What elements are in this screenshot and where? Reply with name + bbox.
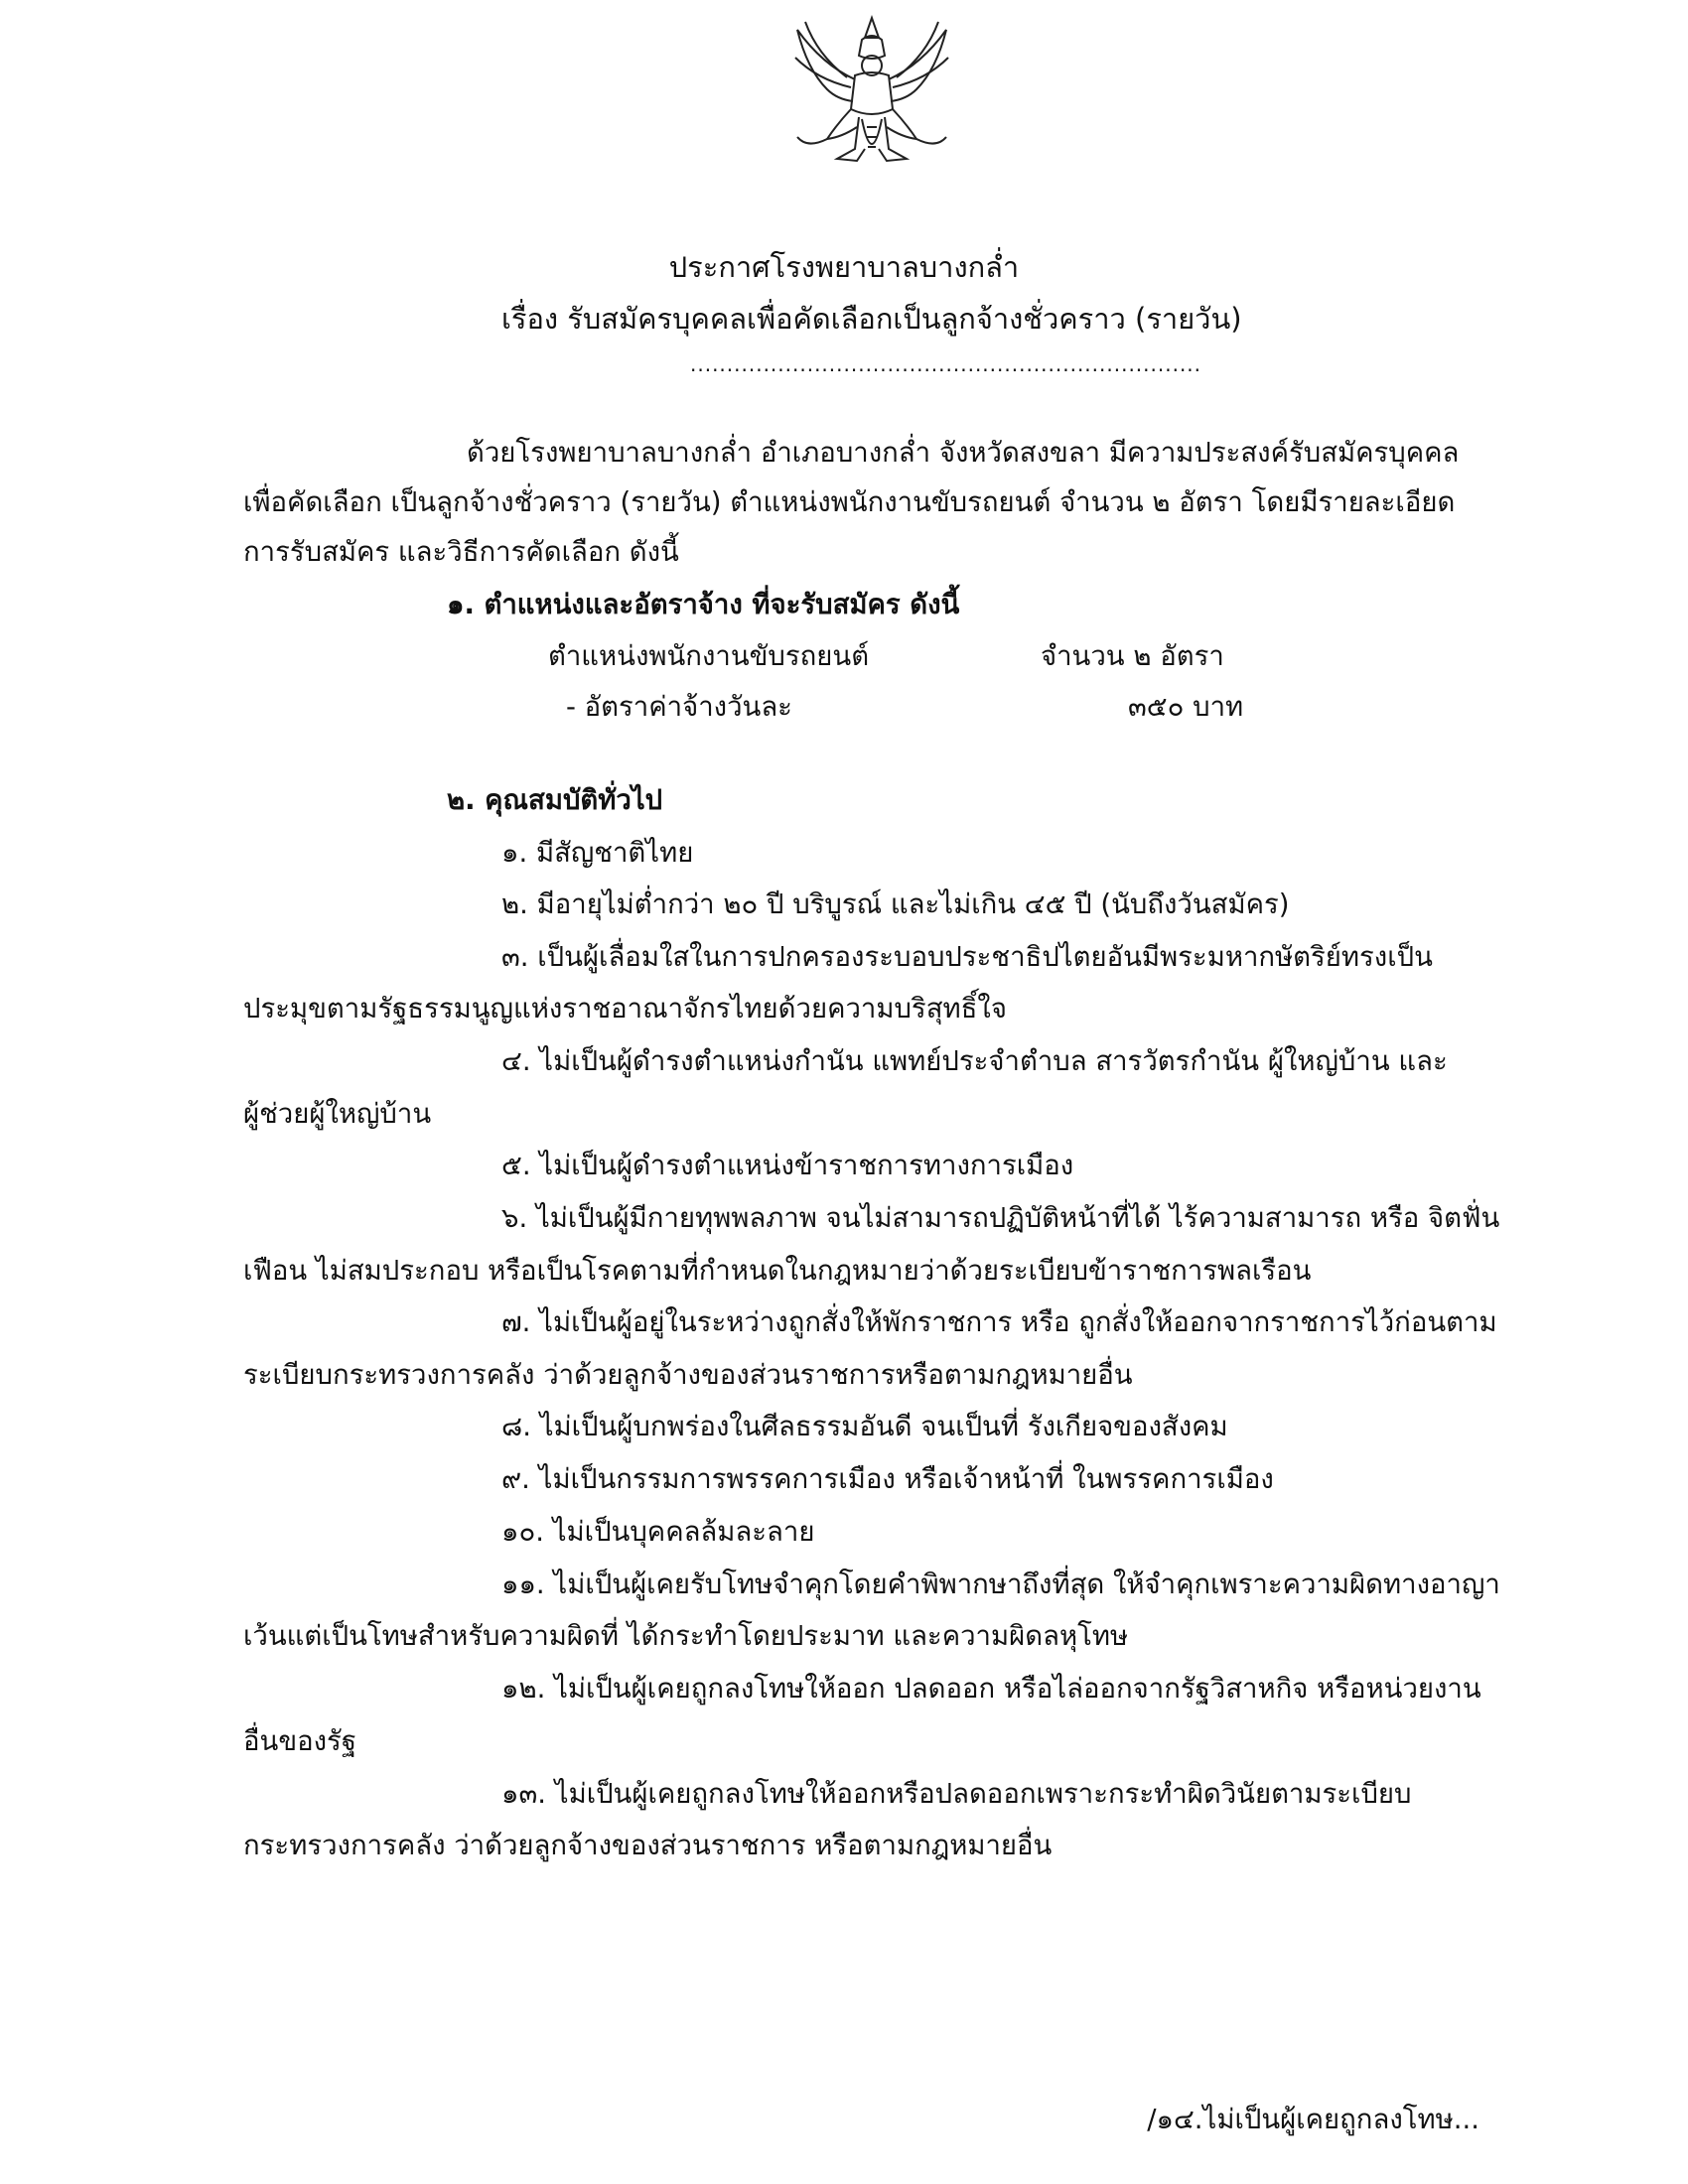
wage-label: - อัตราค่าจ้างวันละ — [566, 691, 792, 723]
list-item: ๒. มีอายุไม่ต่ำกว่า ๒๐ ปี บริบูรณ์ และไม่เกิน ๔๕ ปี (นับถึงวันสมัคร) — [501, 888, 1290, 920]
list-item: ๔. ไม่เป็นผู้ดำรงตำแหน่งกำนัน แพทย์ประจำตำบล สารวัตรกำนัน ผู้ใหญ่บ้าน และ — [501, 1045, 1448, 1077]
list-item: ๑๐. ไม่เป็นบุคคลล้มละลาย — [501, 1516, 815, 1548]
list-item: ระเบียบกระทรวงการคลัง ว่าด้วยลูกจ้างของส่วนราชการหรือตามกฎหมายอื่น — [243, 1359, 1133, 1391]
intro-line-2: เพื่อคัดเลือก เป็นลูกจ้างชั่วคราว (รายวัน) ตำแหน่งพนักงานขับรถยนต์ จำนวน ๒ อัตรา โดยมีรายละเอียด — [243, 486, 1456, 518]
list-item: ประมุขตามรัฐธรรมนูญแห่งราชอาณาจักรไทยด้วยความบริสุทธิ์ใจ — [243, 993, 1007, 1024]
list-item: ๕. ไม่เป็นผู้ดำรงตำแหน่งข้าราชการทางการเมือง — [501, 1150, 1074, 1181]
section2-heading: ๒. คุณสมบัติทั่วไป — [447, 784, 663, 816]
list-item: กระทรวงการคลัง ว่าด้วยลูกจ้างของส่วนราชการ หรือตามกฎหมายอื่น — [243, 1830, 1053, 1861]
list-item: เฟือน ไม่สมประกอบ หรือเป็นโรคตามที่กำหนดในกฎหมายว่าด้วยระเบียบข้าราชการพลเรือน — [243, 1255, 1312, 1287]
position-count: จำนวน ๒ อัตรา — [1041, 640, 1224, 672]
list-item: ๘. ไม่เป็นผู้บกพร่องในศีลธรรมอันดี จนเป็นที่ รังเกียจของสังคม — [501, 1411, 1228, 1442]
document-subject: เรื่อง รับสมัครบุคคลเพื่อคัดเลือกเป็นลูกจ้างชั่วคราว (รายวัน) — [501, 302, 1242, 336]
list-item: ๓. เป็นผู้เลื่อมใสในการปกครองระบอบประชาธิปไตยอันมีพระมหากษัตริย์ทรงเป็น — [501, 941, 1433, 973]
list-item: ๙. ไม่เป็นกรรมการพรรคการเมือง หรือเจ้าหน้าที่ ในพรรคการเมือง — [501, 1463, 1274, 1495]
position-name: ตำแหน่งพนักงานขับรถยนต์ — [548, 640, 870, 672]
list-item: ผู้ช่วยผู้ใหญ่บ้าน — [243, 1098, 432, 1130]
separator-line: ...................................................................... — [690, 352, 1202, 376]
list-item: ๑๑. ไม่เป็นผู้เคยรับโทษจำคุกโดยคำพิพากษาถึงที่สุด ให้จำคุกเพราะความผิดทางอาญา — [501, 1569, 1500, 1600]
garuda-emblem-icon — [768, 10, 976, 184]
list-item: เว้นแต่เป็นโทษสำหรับความผิดที่ ได้กระทำโดยประมาท และความผิดลหุโทษ — [243, 1620, 1129, 1652]
document-title: ประกาศโรงพยาบาลบางกล่ำ — [668, 250, 1020, 284]
list-item: ๗. ไม่เป็นผู้อยู่ในระหว่างถูกสั่งให้พักราชการ หรือ ถูกสั่งให้ออกจากราชการไว้ก่อนตาม — [501, 1306, 1497, 1338]
list-item: อื่นของรัฐ — [243, 1725, 357, 1757]
list-item: ๑๓. ไม่เป็นผู้เคยถูกลงโทษให้ออกหรือปลดออกเพราะกระทำผิดวินัยตามระเบียบ — [501, 1778, 1412, 1810]
list-item: ๖. ไม่เป็นผู้มีกายทุพพลภาพ จนไม่สามารถปฏิบัติหน้าที่ได้ ไร้ความสามารถ หรือ จิตฟั่น — [501, 1202, 1500, 1234]
section1-heading: ๑. ตำแหน่งและอัตราจ้าง ที่จะรับสมัคร ดังนี้ — [447, 589, 960, 620]
list-item: ๑. มีสัญชาติไทย — [501, 837, 694, 869]
intro-line-1: ด้วยโรงพยาบาลบางกล่ำ อำเภอบางกล่ำ จังหวัดสงขลา มีความประสงค์รับสมัครบุคคล — [467, 437, 1460, 469]
wage-value: ๓๕๐ บาท — [1128, 691, 1244, 723]
list-item: ๑๒. ไม่เป็นผู้เคยถูกลงโทษให้ออก ปลดออก หรือไล่ออกจากรัฐวิสาหกิจ หรือหน่วยงาน — [501, 1673, 1481, 1705]
continuation-note: /๑๔.ไม่เป็นผู้เคยถูกลงโทษ... — [1147, 2104, 1479, 2135]
intro-line-3: การรับสมัคร และวิธีการคัดเลือก ดังนี้ — [243, 536, 679, 568]
